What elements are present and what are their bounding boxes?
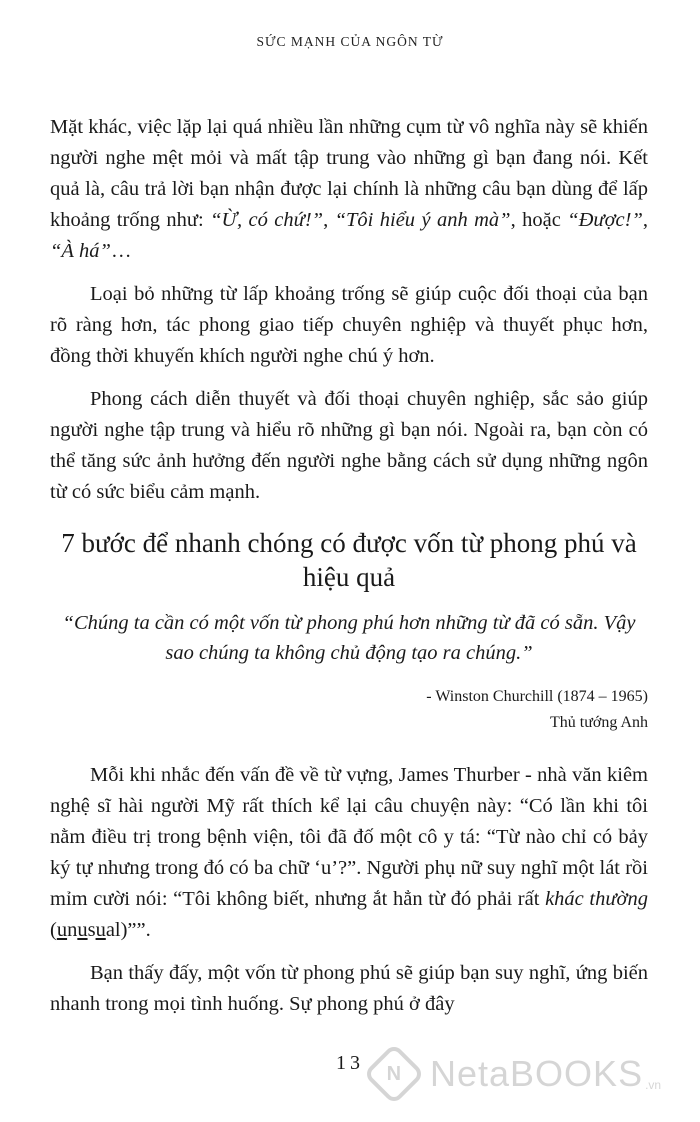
netabooks-logo-icon [363,1043,425,1105]
paragraph-4-text: Mỗi khi nhắc đến vấn đề về từ vựng, James Thurber - nhà văn kiêm nghệ sĩ hài người Mỹ rất thích kể lại câu chuyện này: “Có lần khi tôi nằm điều trị trong bệnh viện, tôi đã đố một cô y tá: “Từ nào chỉ có bảy ký tự nhưng trong đó có ba chữ ‘u’?”. Người phụ nữ suy nghĩ một lát rồi mỉm cười nói: “Tôi không biết, nhưng ắt hẳn từ đó phải rất [50,764,648,910]
letter: s [87,919,96,941]
quote-filler-4: “À há” [50,240,111,262]
paragraph-4 [50,760,648,946]
page-content [50,112,648,1032]
epigraph-attribution: - Winston Churchill (1874 – 1965) [426,688,648,705]
paragraph-5: Bạn thấy đấy, một vốn từ phong phú sẽ giúp bạn suy nghĩ, ứng biến nhanh trong mọi tình huống. Sự phong phú ở đây [50,962,648,1015]
epigraph-quote: “Chúng ta cần có một vốn từ phong phú hơn những từ đã có sẵn. Vậy sao chúng ta không chủ động tạo ra chúng.” [62,612,636,664]
emphasis-khac-thuong: khác thường [545,888,648,910]
quote-filler-3: “Được!” [567,209,643,231]
paragraph-1 [50,112,648,267]
watermark-suffix: .vn [645,1078,662,1092]
epigraph-attribution-title: Thủ tướng Anh [549,714,648,731]
ellipsis: … [110,240,132,262]
paragraph-1-text: Mặt khác, việc lặp lại quá nhiều lần những cụm từ vô nghĩa này sẽ khiến người nghe mệt mỏi và mất tập trung vào những gì bạn đang nói. Kết quả là, câu trả lời bạn nhận được lại chính là những câu bạn dùng để lấp khoảng trống như: [50,116,648,231]
paragraph-3: Phong cách diễn thuyết và đối thoại chuyên nghiệp, sắc sảo giúp người nghe tập trung và hiểu rõ những gì bạn nói. Ngoài ra, bạn còn có thể tăng sức ảnh hưởng đến người nghe bằng cách sử dụng những ngôn từ có sức biểu cảm mạnh. [50,388,648,503]
section-heading: 7 bước để nhanh chóng có được vốn từ phong phú và hiệu quả [61,528,637,592]
underlined-u: u [95,919,106,941]
separator: , [642,209,648,231]
underlined-u: u [56,919,68,941]
underlined-u: u [77,919,88,941]
letter: n [67,919,78,941]
letter: al [105,919,121,941]
logo-letter: N [386,1062,402,1085]
paragraph-2: Loại bỏ những từ lấp khoảng trống sẽ giúp cuộc đối thoại của bạn rõ ràng hơn, tác phong giao tiếp chuyên nghiệp và thuyết phục hơn, đồng thời khuyến khích người nghe chú ý hơn. [50,283,648,367]
quote-filler-2: “Tôi hiểu ý anh mà” [334,209,511,231]
watermark [372,1046,661,1102]
separator: , hoặc [510,209,568,231]
close-paren: )””. [120,919,151,941]
separator: , [323,209,335,231]
running-header: SỨC MẠNH CỦA NGÔN TỪ [256,34,444,49]
page-number: 13 [336,1052,364,1074]
quote-filler-1: “Ừ, có chứ!” [210,209,324,231]
watermark-text: NetaBOOKS [430,1053,644,1094]
open-paren: ( [50,919,57,941]
